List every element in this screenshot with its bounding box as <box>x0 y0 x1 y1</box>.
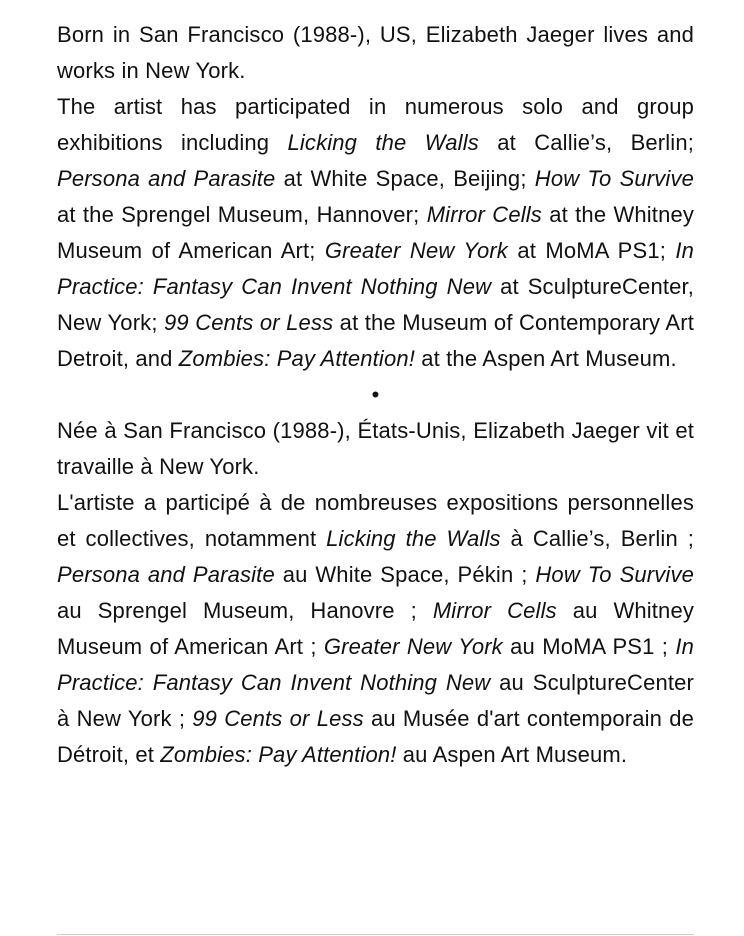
english-bio: Born in San Francisco (1988-), US, Elizabeth Jaeger lives and works in New York. <box>57 22 694 83</box>
text-segment: au Sprengel Museum, Hanovre ; <box>57 598 433 623</box>
text-segment: à Callie’s, Berlin ; <box>500 526 694 551</box>
text-segment: au MoMA PS1 ; <box>502 634 676 659</box>
exhibition-title: 99 Cents or Less <box>192 706 364 731</box>
exhibition-title: 99 Cents or Less <box>164 310 334 335</box>
text-segment: at the Sprengel Museum, Hannover; <box>57 202 427 227</box>
artist-biography <box>57 17 694 773</box>
text-segment: au White Space, Pékin ; <box>274 562 536 587</box>
exhibition-title: Zombies: Pay Attention! <box>178 346 415 371</box>
text-segment: au Aspen Art Museum. <box>396 742 628 767</box>
text-segment: au Whitney Museum of American Art ; <box>57 598 694 659</box>
bottom-divider <box>57 934 694 935</box>
exhibition-title: How To Survive <box>534 166 694 191</box>
text-segment: at SculptureCenter, New York; <box>57 274 695 335</box>
exhibition-title: Mirror Cells <box>426 202 542 227</box>
exhibition-title: Greater New York <box>324 238 508 263</box>
exhibition-title: Zombies: Pay Attention! <box>160 742 397 767</box>
french-exhibitions <box>57 485 694 773</box>
exhibition-title: Greater New York <box>323 634 503 659</box>
exhibition-title: Persona and Parasite <box>57 166 276 191</box>
english-exhibitions <box>57 89 694 377</box>
text-segment: The artist has participated in numerous solo and group exhibitions including <box>57 94 694 155</box>
exhibition-title: In Practice: Fantasy Can Invent Nothing New <box>57 238 694 299</box>
exhibition-title: Mirror Cells <box>432 598 557 623</box>
text-segment: at Callie’s, Berlin; <box>478 130 694 155</box>
exhibition-title: Licking the Walls <box>287 130 479 155</box>
text-segment: at the Whitney Museum of American Art; <box>57 202 694 263</box>
text-segment: at the Museum of Contemporary Art Detroit, and <box>57 310 694 371</box>
text-segment: au SculptureCenter à New York ; <box>57 670 694 731</box>
text-segment: at MoMA PS1; <box>507 238 676 263</box>
exhibition-title: Licking the Walls <box>326 526 501 551</box>
language-separator: • <box>371 382 380 407</box>
french-bio: Née à San Francisco (1988-), États-Unis, Elizabeth Jaeger vit et travaille à New York. <box>57 418 694 479</box>
text-segment: at the Aspen Art Museum. <box>415 346 677 371</box>
exhibition-title: How To Survive <box>535 562 694 587</box>
text-segment: at White Space, Beijing; <box>275 166 535 191</box>
exhibition-title: In Practice: Fantasy Can Invent Nothing New <box>57 634 695 695</box>
text-segment: L'artiste a participé à de nombreuses expositions personnelles et collectives, notamment <box>57 490 694 551</box>
text-segment: au Musée d'art contemporain de Détroit, et <box>57 706 694 767</box>
exhibition-title: Persona and Parasite <box>57 562 275 587</box>
